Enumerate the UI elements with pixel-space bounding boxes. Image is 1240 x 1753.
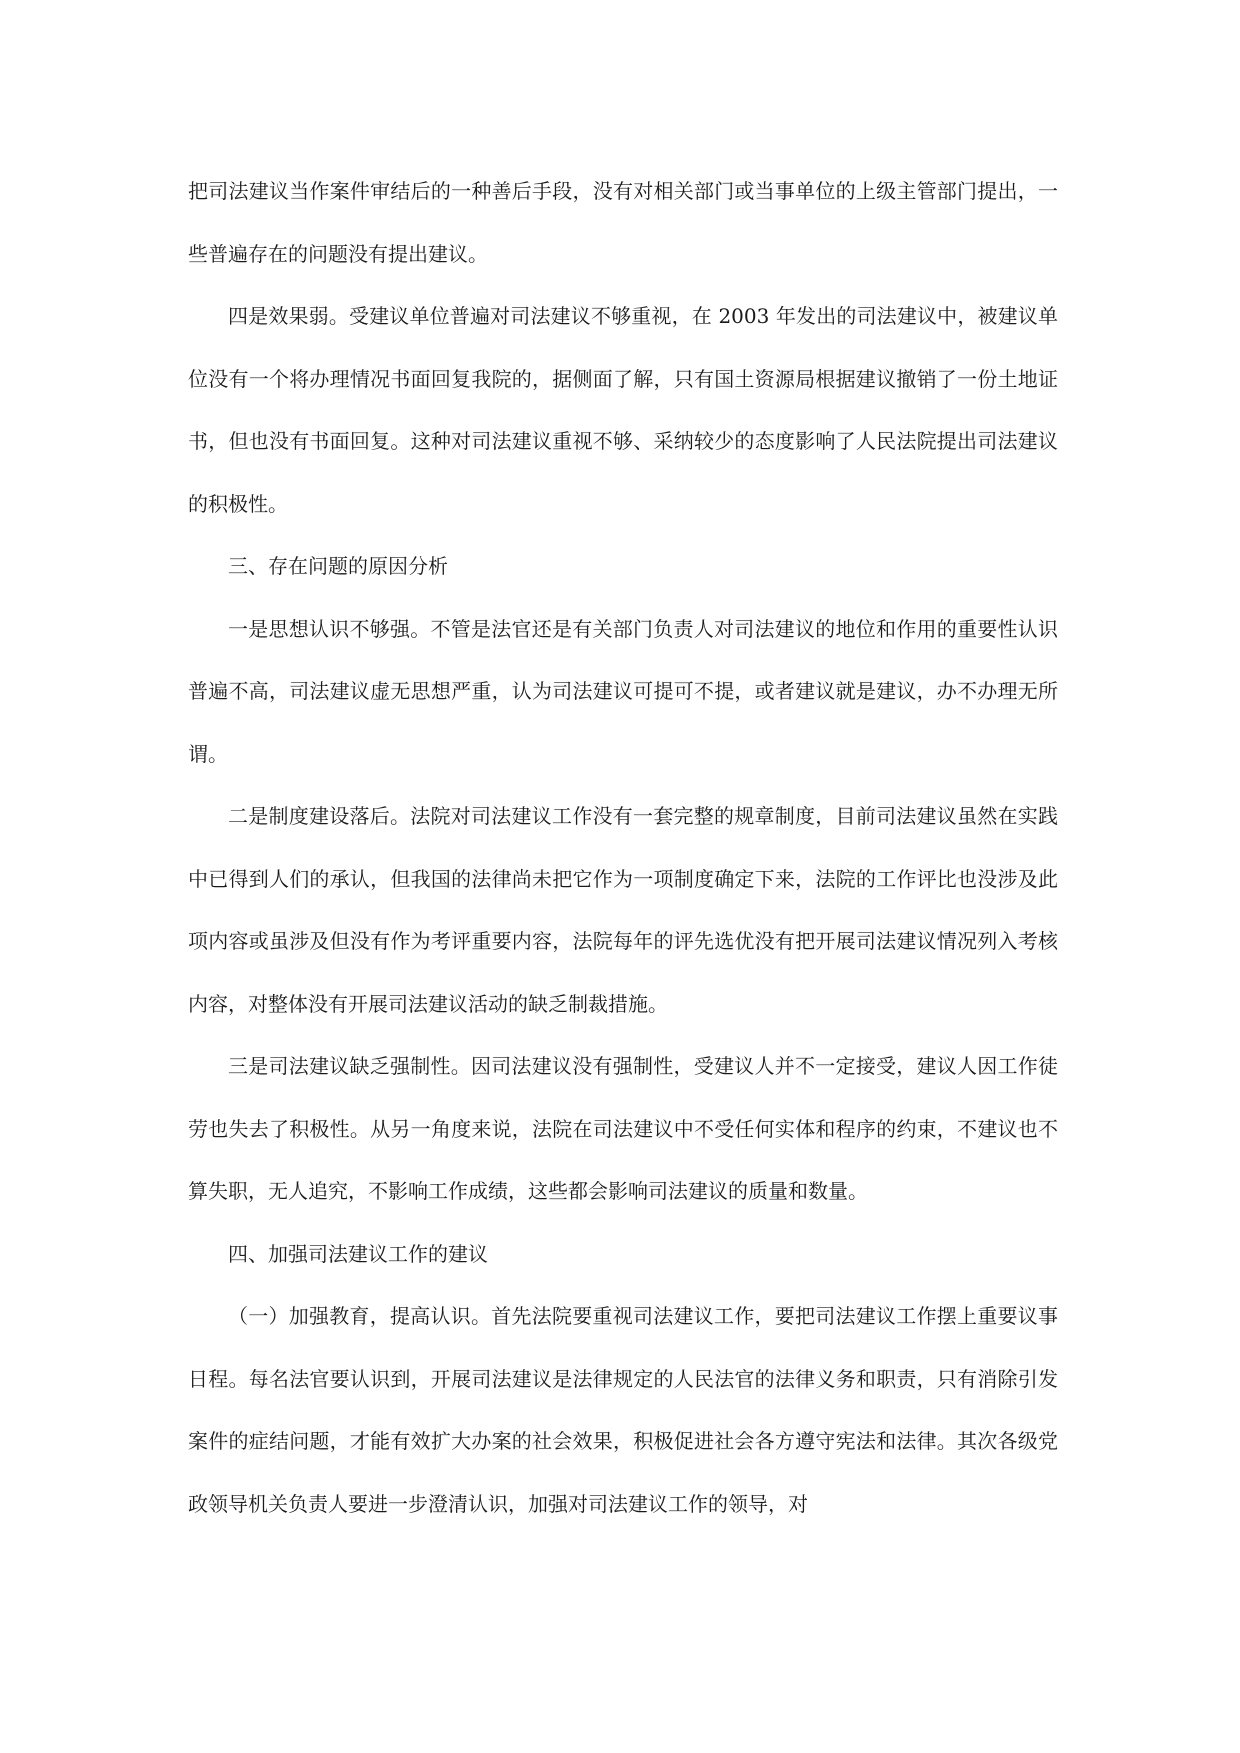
paragraph-effect-weak: 四是效果弱。受建议单位普遍对司法建议不够重视，在 2003 年发出的司法建议中，被建议单位没有一个将办理情况书面回复我院的，据侧面了解，只有国土资源局根据建议撤销了一份土地证书，但也没有书面回复。这种对司法建议重视不够、采纳较少的态度影响了人民法院提出司法建议的积极性。 <box>188 304 1058 516</box>
paragraph-continuation: 把司法建议当作案件审结后的一种善后手段，没有对相关部门或当事单位的上级主管部门提出，一些普遍存在的问题没有提出建议。 <box>188 179 1058 266</box>
paragraph-enforcement: 三是司法建议缺乏强制性。因司法建议没有强制性，受建议人并不一定接受，建议人因工作徒劳也失去了积极性。从另一角度来说，法院在司法建议中不受任何实体和程序的约束，不建议也不算失职，无人追究，不影响工作成绩，这些都会影响司法建议的质量和数量。 <box>188 1054 1058 1203</box>
paragraph-awareness: 一是思想认识不够强。不管是法官还是有关部门负责人对司法建议的地位和作用的重要性认识普遍不高，司法建议虚无思想严重，认为司法建议可提可不提，或者建议就是建议，办不办理无所谓。 <box>188 616 1058 766</box>
section-heading-recommendations: 四、加强司法建议工作的建议 <box>228 1241 488 1266</box>
document-page <box>188 160 1058 1535</box>
paragraph-institution: 二是制度建设落后。法院对司法建议工作没有一套完整的规章制度，目前司法建议虽然在实践中已得到人们的承认，但我国的法律尚未把它作为一项制度确定下来，法院的工作评比也没涉及此项内容或虽涉及但没有作为考评重要内容，法院每年的评先选优没有把开展司法建议情况列入考核内容，对整体没有开展司法建议活动的缺乏制裁措施。 <box>188 804 1058 1016</box>
section-heading-cause-analysis: 三、存在问题的原因分析 <box>228 554 448 578</box>
paragraph-education: （一）加强教育，提高认识。首先法院要重视司法建议工作，要把司法建议工作摆上重要议事日程。每名法官要认识到，开展司法建议是法律规定的人民法官的法律义务和职责，只有消除引发案件的症结问题，才能有效扩大办案的社会效果，积极促进社会各方遵守宪法和法律。其次各级党政领导机关负责人要进一步澄清认识，加强对司法建议工作的领导，对 <box>188 1304 1058 1516</box>
